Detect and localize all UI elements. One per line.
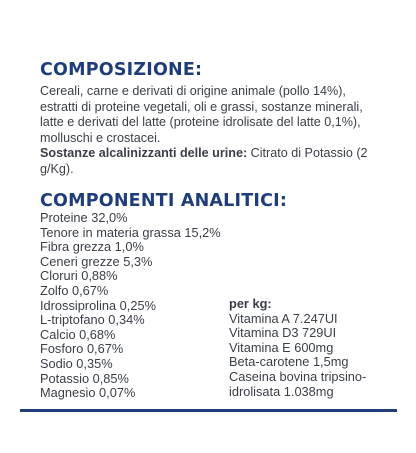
per-kg-label: per kg:	[229, 296, 272, 311]
analytical-item: Ceneri grezze 5,3%	[40, 253, 153, 269]
additive-item: Vitamina D3 729UI	[229, 325, 337, 341]
analytical-item: Calcio 0,68%	[40, 326, 116, 342]
analytical-item: Zolfo 0,67%	[40, 282, 109, 298]
composition-text	[40, 84, 385, 177]
analytical-item: Idrossiprolina 0,25%	[40, 297, 156, 313]
additives-text: Citrato di Potassio (2 g/Kg).	[40, 146, 368, 176]
additive-item: idrolisata 1.038mg	[229, 383, 334, 399]
additives-label: Sostanze alcalinizzanti delle urine:	[40, 146, 248, 160]
composition-body	[40, 84, 390, 177]
additive-item: Caseina bovina tripsino-	[229, 368, 367, 384]
analytical-item: Proteine 32,0%	[40, 210, 128, 225]
analytical-item: Sodio 0,35%	[40, 355, 113, 371]
analytical-list-right	[229, 297, 399, 399]
analytical-item: L-triptofano 0,34%	[40, 312, 145, 328]
additive-item: Vitamina A 7.247UI	[229, 310, 338, 326]
composition-ingredients: Cereali, carne e derivati di origine animale (pollo 14%), estratti di proteine vegetali, oli e grassi, sostanze minerali, latte e derivati del latte (proteine idrolisate del latte 0,1%), molluschi e crostacei.	[40, 84, 363, 145]
analytical-item: Cloruri 0,88%	[40, 268, 118, 284]
analytical-item: Tenore in materia grassa 15,2%	[40, 224, 221, 240]
analytical-item: Fibra grezza 1,0%	[40, 239, 144, 255]
additive-item: Beta-carotene 1,5mg	[229, 354, 349, 370]
analytical-list-left	[40, 211, 230, 401]
analytical-item: Fosforo 0,67%	[40, 341, 124, 357]
bottom-rule	[20, 409, 397, 412]
analytical-item: Potassio 0,85%	[40, 370, 129, 386]
analytical-heading: COMPONENTI ANALITICI:	[40, 191, 288, 211]
additive-item: Vitamina E 600mg	[229, 339, 334, 355]
composition-heading: COMPOSIZIONE:	[40, 60, 203, 80]
analytical-item: Magnesio 0,07%	[40, 385, 136, 401]
